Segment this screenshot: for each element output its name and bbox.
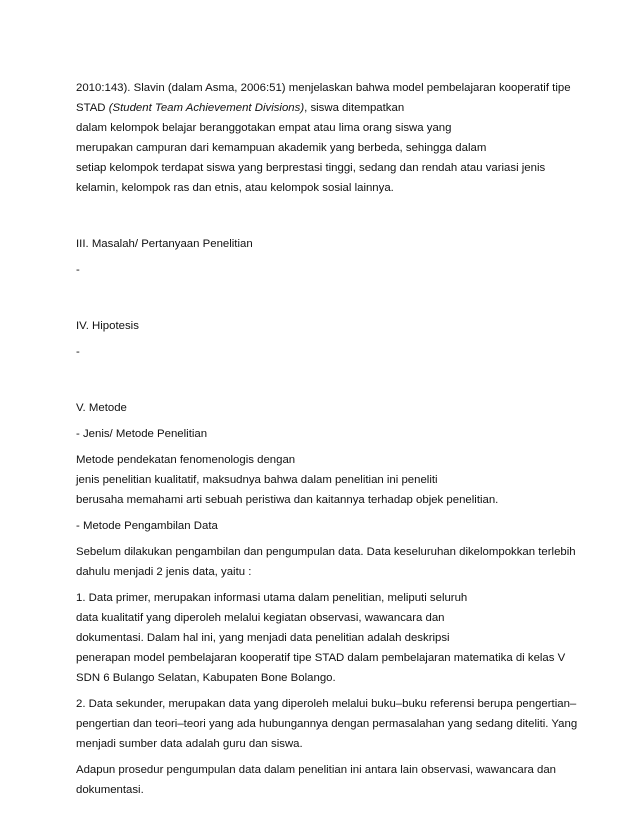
data-collection-line-2: dahulu menjadi 2 jenis data, yaitu : — [76, 566, 252, 578]
primary-data-line-4: penerapan model pembelajaran kooperatif tipe STAD dalam pembelajaran matematika di kelas V — [76, 652, 566, 664]
intro-line-5: setiap kelompok terdapat siswa yang berprestasi tinggi, sedang dan rendah atau variasi jenis — [76, 162, 546, 174]
spacer — [76, 368, 598, 398]
procedure-paragraph — [76, 760, 598, 800]
data-collection-paragraph — [76, 542, 598, 582]
method-type-line-2: jenis penelitian kualitatif, maksudnya bahwa dalam penelitian ini peneliti — [76, 474, 438, 486]
section-4-content: - — [76, 346, 80, 358]
intro-line-3: dalam kelompok belajar beranggotakan empat atau lima orang siswa yang — [76, 122, 452, 134]
data-collection-subheading: - Metode Pengambilan Data — [76, 520, 218, 532]
spacer — [76, 204, 598, 234]
primary-data-line-1: 1. Data primer, merupakan informasi utama dalam penelitian, meliputi seluruh — [76, 592, 468, 604]
primary-data-line-5: SDN 6 Bulango Selatan, Kabupaten Bone Bolango. — [76, 672, 336, 684]
primary-data-item — [76, 588, 598, 688]
spacer — [76, 286, 598, 316]
intro-line-2-prefix: STAD — [76, 102, 109, 114]
method-type-line-1: Metode pendekatan fenomenologis dengan — [76, 454, 296, 466]
intro-line-4: merupakan campuran dari kemampuan akademik yang berbeda, sehingga dalam — [76, 142, 487, 154]
section-4-heading: IV. Hipotesis — [76, 320, 139, 332]
secondary-data-line-2: pengertian dan teori–teori yang ada hubungannya dengan permasalahan yang sedang diteliti. Yang — [76, 718, 578, 730]
primary-data-line-3: dokumentasi. Dalam hal ini, yang menjadi data penelitian adalah deskripsi — [76, 632, 450, 644]
data-collection-line-1: Sebelum dilakukan pengambilan dan pengumpulan data. Data keseluruhan dikelompokkan terlebih — [76, 546, 576, 558]
primary-data-line-2: data kualitatif yang diperoleh melalui kegiatan observasi, wawancara dan — [76, 612, 445, 624]
secondary-data-line-3: menjadi sumber data adalah guru dan siswa. — [76, 738, 303, 750]
method-type-line-3: berusaha memahami arti sebuah peristiwa dan kaitannya terhadap objek penelitian. — [76, 494, 499, 506]
section-3-heading: III. Masalah/ Pertanyaan Penelitian — [76, 238, 253, 250]
section-3-content: - — [76, 264, 80, 276]
intro-line-1: 2010:143). Slavin (dalam Asma, 2006:51) menjelaskan bahwa model pembelajaran kooperatif tipe — [76, 82, 571, 94]
secondary-data-line-1: 2. Data sekunder, merupakan data yang diperoleh melalui buku–buku referensi berupa pengertian– — [76, 698, 577, 710]
procedure-line-1: Adapun prosedur pengumpulan data dalam penelitian ini antara lain observasi, wawancara dan — [76, 764, 556, 776]
method-type-subheading: - Jenis/ Metode Penelitian — [76, 428, 208, 440]
intro-paragraph — [76, 78, 598, 198]
method-type-paragraph — [76, 450, 598, 510]
section-5-heading: V. Metode — [76, 402, 127, 414]
intro-line-6: kelamin, kelompok ras dan etnis, atau kelompok sosial lainnya. — [76, 182, 394, 194]
intro-line-2 — [76, 98, 598, 118]
intro-line-2-suffix: , siswa ditempatkan — [304, 102, 405, 114]
stad-full-name: (Student Team Achievement Divisions) — [108, 102, 305, 114]
procedure-line-2: dokumentasi. — [76, 784, 144, 796]
secondary-data-item — [76, 694, 598, 754]
